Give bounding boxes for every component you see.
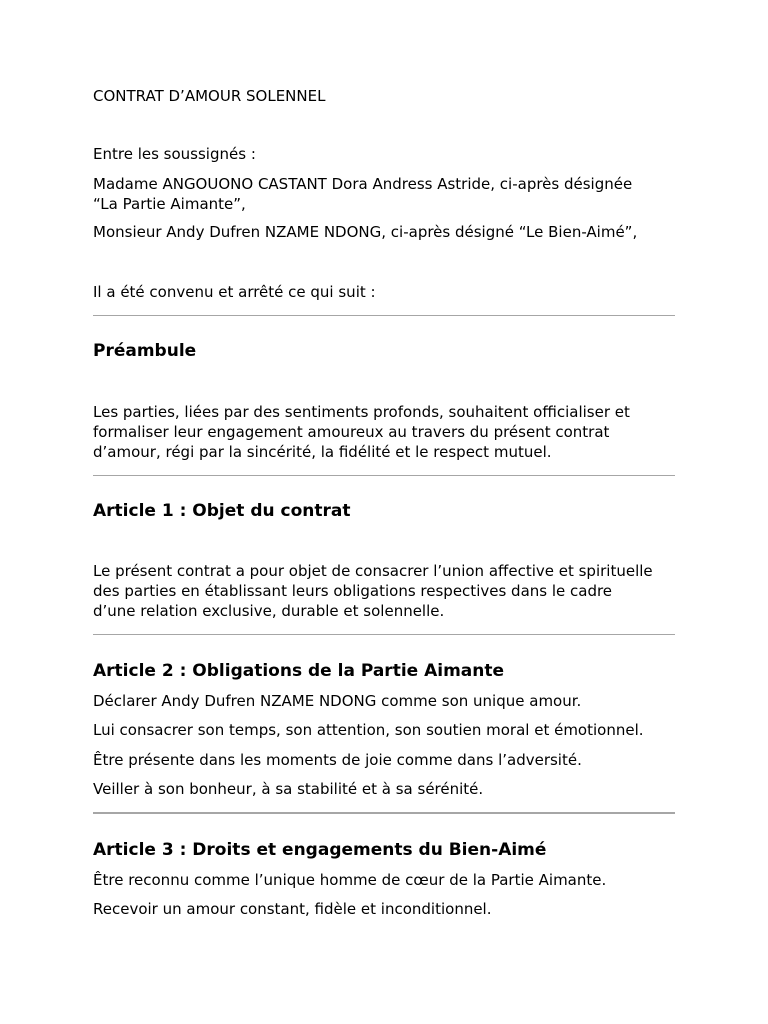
preamble-heading: Préambule bbox=[93, 341, 197, 361]
party-2: Monsieur Andy Dufren NZAME NDONG, ci-après désigné “Le Bien-Aimé”, bbox=[93, 223, 638, 241]
list-item: Lui consacrer son temps, son attention, son soutien moral et émotionnel. bbox=[93, 721, 644, 739]
list-item: Veiller à son bonheur, à sa stabilité et à sa sérénité. bbox=[93, 780, 484, 798]
intro-line: Entre les soussignés : bbox=[93, 145, 256, 163]
list-item: Déclarer Andy Dufren NZAME NDONG comme son unique amour. bbox=[93, 692, 582, 710]
section-divider bbox=[93, 475, 675, 476]
list-item: Recevoir un amour constant, fidèle et inconditionnel. bbox=[93, 900, 492, 918]
section-divider bbox=[93, 812, 675, 814]
list-item: Être présente dans les moments de joie comme dans l’adversité. bbox=[93, 751, 582, 769]
article-3-heading: Article 3 : Droits et engagements du Bien-Aimé bbox=[93, 840, 547, 860]
agreement-line: Il a été convenu et arrêté ce qui suit : bbox=[93, 283, 376, 301]
party-1: Madame ANGOUONO CASTANT Dora Andress Astride, ci-après désignée “La Partie Aimante”, bbox=[93, 175, 633, 213]
section-divider bbox=[93, 634, 675, 635]
article-1-heading: Article 1 : Objet du contrat bbox=[93, 501, 351, 521]
contract-title: CONTRAT D’AMOUR SOLENNEL bbox=[93, 87, 326, 105]
article-1-text: Le présent contrat a pour objet de consacrer l’union affective et spirituelle des parties en établissant leurs obligations respectives dans le cadre d’une relation exclusive, durable et solennelle. bbox=[93, 562, 653, 620]
list-item: Être reconnu comme l’unique homme de cœur de la Partie Aimante. bbox=[93, 871, 607, 889]
article-2-heading: Article 2 : Obligations de la Partie Aimante bbox=[93, 661, 505, 681]
section-divider bbox=[93, 315, 675, 316]
preamble-text: Les parties, liées par des sentiments profonds, souhaitent officialiser et formaliser leur engagement amoureux au travers du présent contrat d’amour, régi par la sincérité, la fidélité et le respect mutuel. bbox=[93, 403, 630, 461]
